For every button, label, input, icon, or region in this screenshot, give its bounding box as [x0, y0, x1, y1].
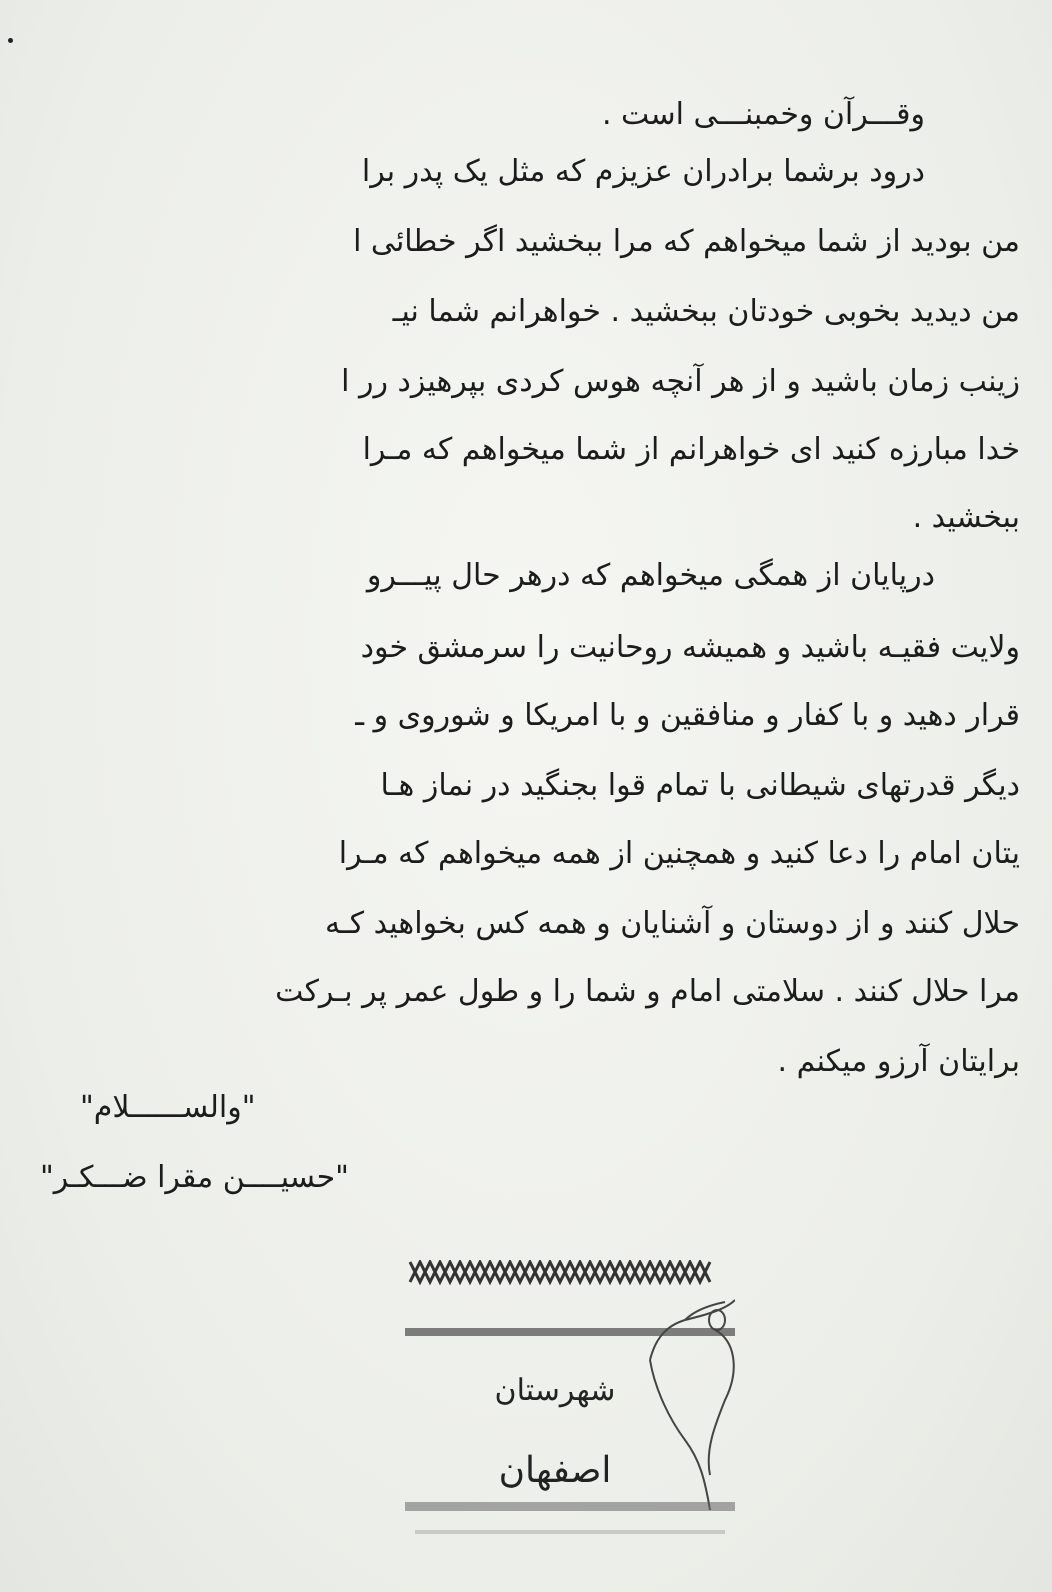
- stamp-text-bottom: اصفهان: [498, 1450, 612, 1491]
- letter-line-10: قرار دهید و با کفار و منافقین و با امریکا و شوروی و ـ: [355, 698, 1020, 733]
- letter-line-4: من دیدید بخوبی خودتان ببخشید . خواهرانم شما نیـ: [392, 294, 1020, 329]
- official-stamp: [405, 1260, 735, 1550]
- letter-line-14: مرا حلال کنند . سلامتی امام و شما را و طول عمر پر بـرکت: [275, 974, 1020, 1009]
- letter-line-3: من بودید از شما میخواهم که مرا ببخشید اگر خطائی ا: [353, 224, 1020, 259]
- letter-line-5: زینب زمان باشید و از هر آنچه هوس کردی بپرهیزد رر ا: [341, 364, 1020, 399]
- letter-line-2: درود برشما برادران عزیزم که مثل یک پدر برا: [361, 154, 925, 189]
- letter-line-1: وقـــرآن وخمبنـــی است .: [601, 97, 925, 132]
- letter-line-9: ولایت فقیـه باشید و همیشه روحانیت را سرمشق خود: [360, 630, 1020, 665]
- closing-salutation: "والســــــلام": [80, 1090, 256, 1125]
- letter-line-7: ببخشید .: [912, 500, 1020, 535]
- stamp-text-top: شهرستان: [494, 1373, 616, 1408]
- speck-mark: [8, 38, 13, 43]
- letter-line-8: درپایان از همگی میخواهم که درهر حال پیـــرو: [366, 558, 935, 593]
- letter-line-13: حلال کنند و از دوستان و آشنایان و همه کس بخواهید کـه: [324, 906, 1020, 941]
- letter-line-11: دیگر قدرتهای شیطانی با تمام قوا بجنگید در نماز هـا: [380, 768, 1020, 803]
- letter-line-6: خدا مبارزه کنید ای خواهرانم از شما میخواهم که مـرا: [362, 432, 1020, 467]
- letter-line-12: یتان امام را دعا کنید و همچنین از همه میخواهم که مـرا: [338, 836, 1020, 871]
- signature-name: "حسیــــن مقرا ضـــکـر": [40, 1160, 349, 1195]
- letter-line-15: برایتان آرزو میکنم .: [777, 1044, 1020, 1079]
